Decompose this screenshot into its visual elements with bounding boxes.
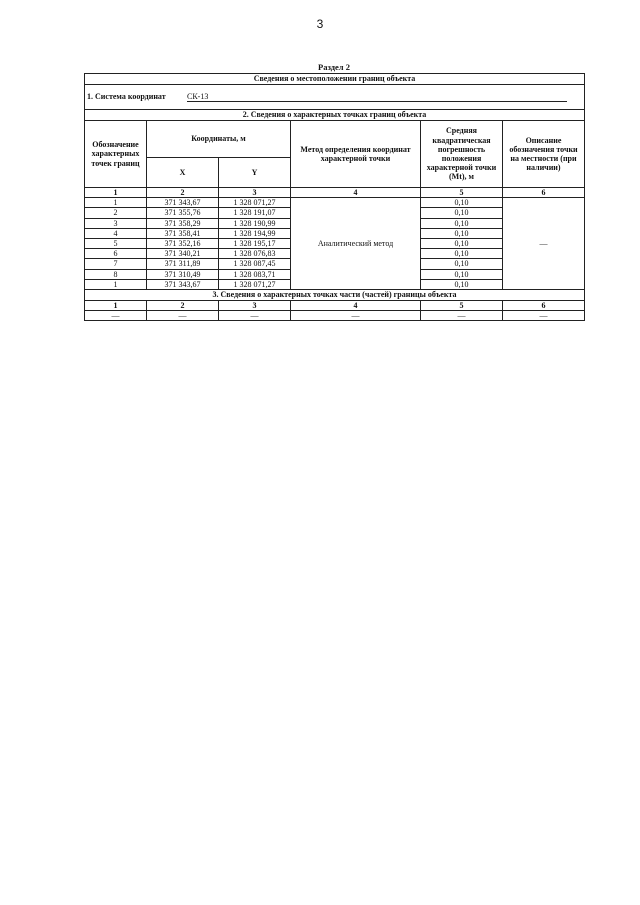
header-y: Y	[219, 158, 291, 188]
point-y: 1 328 087,45	[219, 259, 291, 269]
point-y: 1 328 194,99	[219, 228, 291, 238]
point-x: 371 343,67	[147, 198, 219, 208]
point-mt: 0,10	[421, 208, 503, 218]
point-y: 1 328 083,71	[219, 269, 291, 279]
column-number: 5	[421, 188, 503, 198]
parts-cell: —	[421, 311, 503, 321]
section-title: Раздел 2	[318, 62, 350, 72]
point-mt: 0,10	[421, 228, 503, 238]
column-number: 4	[291, 188, 421, 198]
location-band: Сведения о местоположении границ объекта	[85, 74, 585, 85]
point-id: 2	[85, 208, 147, 218]
column-number: 6	[503, 300, 585, 310]
point-y: 1 328 076,83	[219, 249, 291, 259]
point-id: 3	[85, 218, 147, 228]
column-number: 3	[219, 188, 291, 198]
point-mt: 0,10	[421, 259, 503, 269]
header-rmse: Средняя квадратическая погрешность положения характерной точки (Mt), м	[421, 121, 503, 188]
point-y: 1 328 191,07	[219, 208, 291, 218]
coordinate-system-label: 1. Система координат	[87, 91, 166, 101]
point-id: 6	[85, 249, 147, 259]
parts-cell: —	[147, 311, 219, 321]
header-designation: Обозначение характерных точек границ	[85, 121, 147, 188]
coordinate-system-value: СК-13	[187, 92, 567, 102]
points-band: 2. Сведения о характерных точках границ объекта	[85, 110, 585, 121]
point-x: 371 310,49	[147, 269, 219, 279]
column-number: 5	[421, 300, 503, 310]
column-number: 2	[147, 300, 219, 310]
column-number: 6	[503, 188, 585, 198]
point-id: 4	[85, 228, 147, 238]
point-x: 371 311,89	[147, 259, 219, 269]
point-id: 1	[85, 198, 147, 208]
parts-band: 3. Сведения о характерных точках части (частей) границы объекта	[85, 289, 585, 300]
point-x: 371 352,16	[147, 238, 219, 248]
column-number-row	[85, 188, 585, 198]
point-x: 371 358,29	[147, 218, 219, 228]
point-y: 1 328 071,27	[219, 198, 291, 208]
point-id: 8	[85, 269, 147, 279]
coordinate-system-row	[85, 85, 585, 110]
column-number: 4	[291, 300, 421, 310]
point-id: 5	[85, 238, 147, 248]
parts-cell: —	[219, 311, 291, 321]
point-mt: 0,10	[421, 279, 503, 289]
point-id: 7	[85, 259, 147, 269]
column-number: 1	[85, 188, 147, 198]
point-y: 1 328 071,27	[219, 279, 291, 289]
point-y: 1 328 195,17	[219, 238, 291, 248]
column-number: 2	[147, 188, 219, 198]
column-number: 1	[85, 300, 147, 310]
parts-cell: —	[291, 311, 421, 321]
parts-cell: —	[503, 311, 585, 321]
point-mt: 0,10	[421, 218, 503, 228]
point-id: 1	[85, 279, 147, 289]
point-x: 371 355,76	[147, 208, 219, 218]
column-number: 3	[219, 300, 291, 310]
point-mt: 0,10	[421, 238, 503, 248]
point-x: 371 340,21	[147, 249, 219, 259]
page-number: 3	[316, 17, 324, 31]
parts-cell: —	[85, 311, 147, 321]
header-description: Описание обозначения точки на местности (при наличии)	[503, 121, 585, 188]
parts-column-number-row	[85, 300, 585, 310]
point-x: 371 343,67	[147, 279, 219, 289]
point-x: 371 358,41	[147, 228, 219, 238]
method-cell: Аналитический метод	[291, 198, 421, 290]
header-coordinates: Координаты, м	[147, 121, 291, 158]
header-method: Метод определения координат характерной точки	[291, 121, 421, 188]
description-cell: —	[503, 198, 585, 290]
header-x: X	[147, 158, 219, 188]
point-mt: 0,10	[421, 249, 503, 259]
table-row	[85, 198, 585, 208]
point-mt: 0,10	[421, 198, 503, 208]
point-y: 1 328 190,99	[219, 218, 291, 228]
point-mt: 0,10	[421, 269, 503, 279]
boundary-table	[84, 73, 585, 321]
parts-row	[85, 311, 585, 321]
